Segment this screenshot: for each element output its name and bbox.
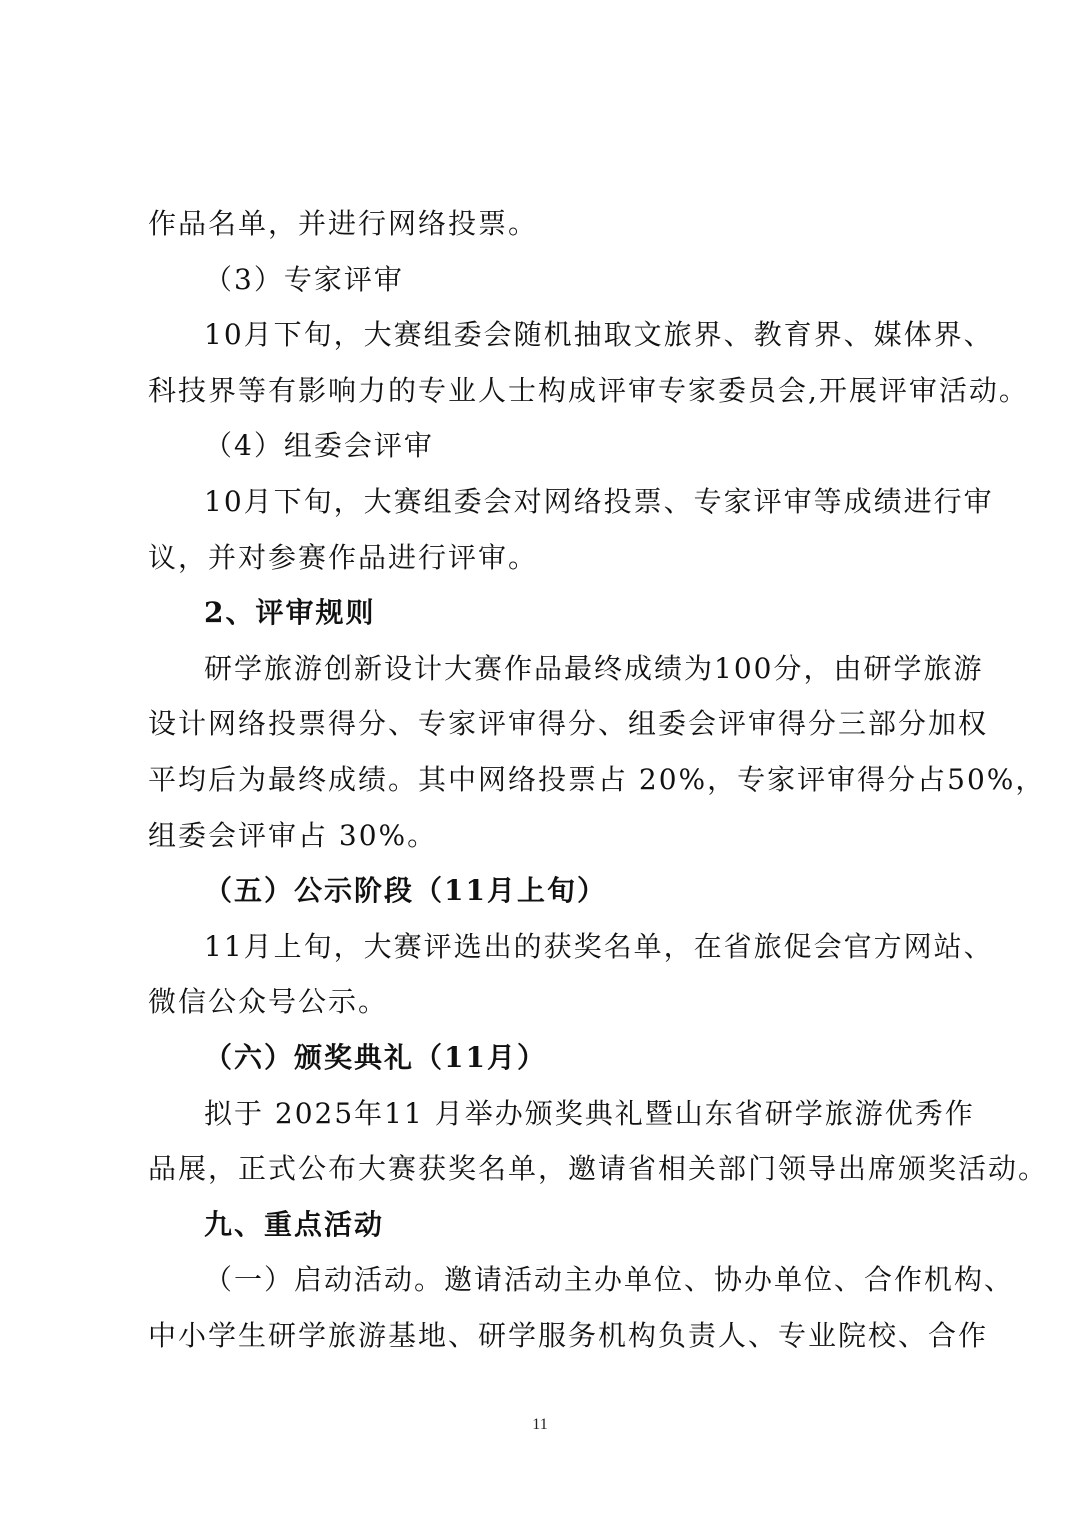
text-line: 品展，正式公布大赛获奖名单，邀请省相关部门领导出席颁奖活动。	[148, 1152, 1049, 1186]
section-heading: 九、重点活动	[204, 1207, 385, 1241]
text-line: 组委会评审占 30%。	[148, 818, 438, 852]
text-line: 中小学生研学旅游基地、研学服务机构负责人、专业院校、合作	[148, 1318, 989, 1352]
text-line: 11月上旬，大赛评选出的获奖名单，在省旅促会官方网站、	[204, 929, 994, 963]
document-body	[148, 196, 1049, 1363]
text-line: 10月下旬，大赛组委会对网络投票、专家评审等成绩进行审	[204, 484, 994, 518]
text-line: 设计网络投票得分、专家评审得分、组委会评审得分三部分加权	[148, 707, 989, 741]
text-line: 作品名单，并进行网络投票。	[148, 207, 539, 240]
text-line: 平均后为最终成绩。其中网络投票占 20%，专家评审得分占50%，	[148, 762, 1046, 796]
text-line: 拟于 2025年11 月举办颁奖典礼暨山东省研学旅游优秀作	[204, 1096, 975, 1130]
text-line: 10月下旬，大赛组委会随机抽取文旅界、教育界、媒体界、	[204, 318, 994, 352]
section-heading: （五）公示阶段（11月上旬）	[204, 874, 607, 908]
text-line: 科技界等有影响力的专业人士构成评审专家委员会,开展评审活动。	[148, 373, 1029, 407]
page-number: 11	[532, 1416, 548, 1433]
text-line: 微信公众号公示。	[148, 985, 389, 1019]
text-line: （3）专家评审	[204, 262, 404, 296]
section-heading: （六）颁奖典礼（11月）	[204, 1040, 547, 1074]
text-line: （一）启动活动。邀请活动主办单位、协办单位、合作机构、	[204, 1263, 1015, 1297]
text-line: 议，并对参赛作品进行评审。	[148, 540, 539, 574]
text-line: （4）组委会评审	[204, 429, 434, 463]
text-line: 研学旅游创新设计大赛作品最终成绩为100分，由研学旅游	[204, 651, 984, 685]
section-heading: 2、评审规则	[204, 596, 376, 630]
